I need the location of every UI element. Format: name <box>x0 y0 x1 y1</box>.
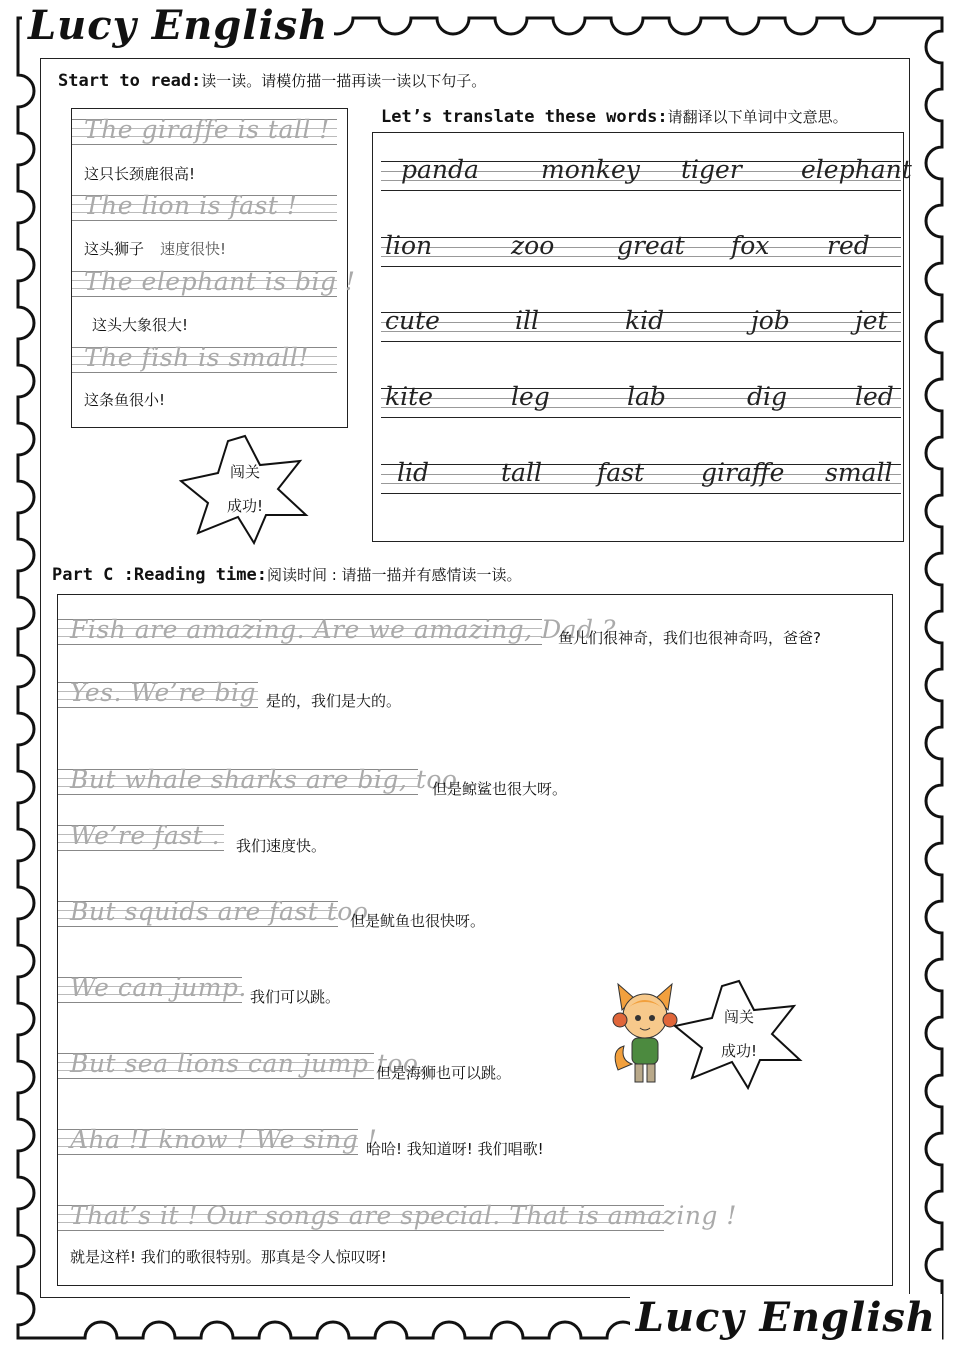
word-row <box>381 155 912 191</box>
vocab-word: fox <box>731 231 770 260</box>
brand-logo-top: Lucy English <box>22 2 334 49</box>
sentence-translation-part: 速度很快! <box>160 240 227 258</box>
vocab-word: lid <box>397 458 429 487</box>
vocab-word: kite <box>385 382 433 411</box>
vocab-word: panda <box>401 155 479 184</box>
trace-sentence: The fish is small! <box>84 343 309 372</box>
sentence-translation: 鱼儿们很神奇，我们也很神奇吗，爸爸? <box>558 629 821 647</box>
trace-sentence: Aha !I know ! We sing ! <box>70 1125 378 1154</box>
trace-sentence: But sea lions can jump too. <box>70 1049 427 1078</box>
vocab-word: led <box>855 382 894 411</box>
sentence-translation: 但是海狮也可以跳。 <box>376 1064 512 1082</box>
vocab-word: ill <box>515 306 539 335</box>
translate-instruction: 请翻译以下单词中文意思。 <box>667 108 848 126</box>
part-c-header <box>52 564 522 585</box>
trace-sentence-row <box>58 1201 737 1231</box>
sentence-translation: 是的，我们是大的。 <box>266 692 402 710</box>
vocab-word: lion <box>385 231 433 260</box>
reading-box <box>57 594 893 1286</box>
trace-sentence: Fish are amazing. Are we amazing, Dad ? <box>70 615 616 644</box>
start-to-read-header <box>58 70 486 91</box>
word-row <box>381 231 901 267</box>
trace-sentence: We’re fast . <box>70 821 221 850</box>
trace-sentence-row <box>58 615 616 645</box>
trace-sentence: That’s it ! Our songs are special. That is amazing ! <box>70 1201 737 1230</box>
trace-sentence-row <box>72 267 356 297</box>
translate-title: Let’s translate these words: <box>381 107 668 127</box>
vocab-word: lab <box>627 382 666 411</box>
trace-sentence: The lion is fast ! <box>84 191 298 220</box>
vocab-word: cute <box>385 306 440 335</box>
fox-mascot-icon <box>610 980 680 1090</box>
sentence-translation: 这条鱼很小! <box>84 391 166 409</box>
level-cleared-star-badge <box>178 433 312 545</box>
vocab-word: jet <box>855 306 888 335</box>
sentence-translation: 但是鲸鲨也很大呀。 <box>432 780 568 798</box>
part-c-title: Part C :Reading time: <box>52 565 267 585</box>
trace-sentence-row <box>72 115 337 145</box>
trace-sentence-row <box>58 897 377 927</box>
star-badge-line2: 成功! <box>226 497 263 515</box>
translate-header <box>381 106 848 127</box>
trace-sentence: The elephant is big ! <box>84 267 356 296</box>
word-row <box>381 382 901 418</box>
word-row <box>381 306 901 342</box>
sentence-translation: 但是鱿鱼也很快呀。 <box>350 912 486 930</box>
trace-sentence: We can jump. <box>70 973 247 1002</box>
trace-sentence-row <box>58 821 224 851</box>
vocab-word: job <box>751 306 790 335</box>
sentence-translation: 我们速度快。 <box>236 837 327 855</box>
trace-sentence-row <box>58 1049 427 1079</box>
sentence-translation: 我们可以跳。 <box>250 988 341 1006</box>
level-cleared-star-badge <box>672 978 806 1090</box>
trace-sentence: The giraffe is tall ! <box>84 115 330 144</box>
vocab-word: tall <box>501 458 542 487</box>
vocab-word: elephant <box>801 155 912 184</box>
trace-sentence-row <box>58 765 475 795</box>
vocab-word: giraffe <box>701 458 785 487</box>
star-badge-line1: 闯关 <box>723 1008 754 1026</box>
start-to-read-title: Start to read: <box>58 71 202 91</box>
translate-word-box <box>372 132 912 542</box>
sentence-box <box>71 108 356 428</box>
start-to-read-instruction: 读一读。请模仿描一描再读一读以下句子。 <box>201 72 487 90</box>
vocab-word: zoo <box>511 231 555 260</box>
sentence-translation: 这只长颈鹿很高! <box>84 165 196 183</box>
vocab-word: great <box>617 231 685 260</box>
trace-sentence-row <box>58 678 273 708</box>
brand-logo-bottom: Lucy English <box>630 1294 942 1341</box>
sentence-translation: 就是这样! 我们的歌很特别。那真是令人惊叹呀! <box>70 1248 387 1266</box>
trace-sentence-row <box>72 343 337 373</box>
vocab-word: fast <box>597 458 645 487</box>
part-c-instruction: 阅读时间 : 请描一描并有感情读一读。 <box>266 566 522 584</box>
sentence-translation <box>84 238 226 259</box>
vocab-word: kid <box>625 306 665 335</box>
vocab-word: monkey <box>541 155 640 184</box>
sentence-translation: 这头大象很大! <box>92 316 189 334</box>
vocab-word: dig <box>747 382 788 411</box>
trace-sentence-row <box>72 191 337 221</box>
trace-sentence-row <box>58 1125 378 1155</box>
word-row <box>381 458 901 494</box>
vocab-word: red <box>827 231 870 260</box>
vocab-word: tiger <box>681 155 742 184</box>
vocab-word: leg <box>511 382 550 411</box>
star-badge-line1: 闯关 <box>229 463 260 481</box>
trace-sentence: But whale sharks are big, too . <box>70 765 475 794</box>
star-badge-line2: 成功! <box>720 1042 757 1060</box>
vocab-word: small <box>825 458 893 487</box>
trace-sentence: But squids are fast too. <box>70 897 377 926</box>
sentence-translation: 哈哈! 我知道呀! 我们唱歌! <box>366 1140 544 1158</box>
trace-sentence: Yes. We’re big . <box>70 678 273 707</box>
sentence-translation-part: 这头狮子 <box>84 240 145 258</box>
trace-sentence-row <box>58 973 247 1003</box>
